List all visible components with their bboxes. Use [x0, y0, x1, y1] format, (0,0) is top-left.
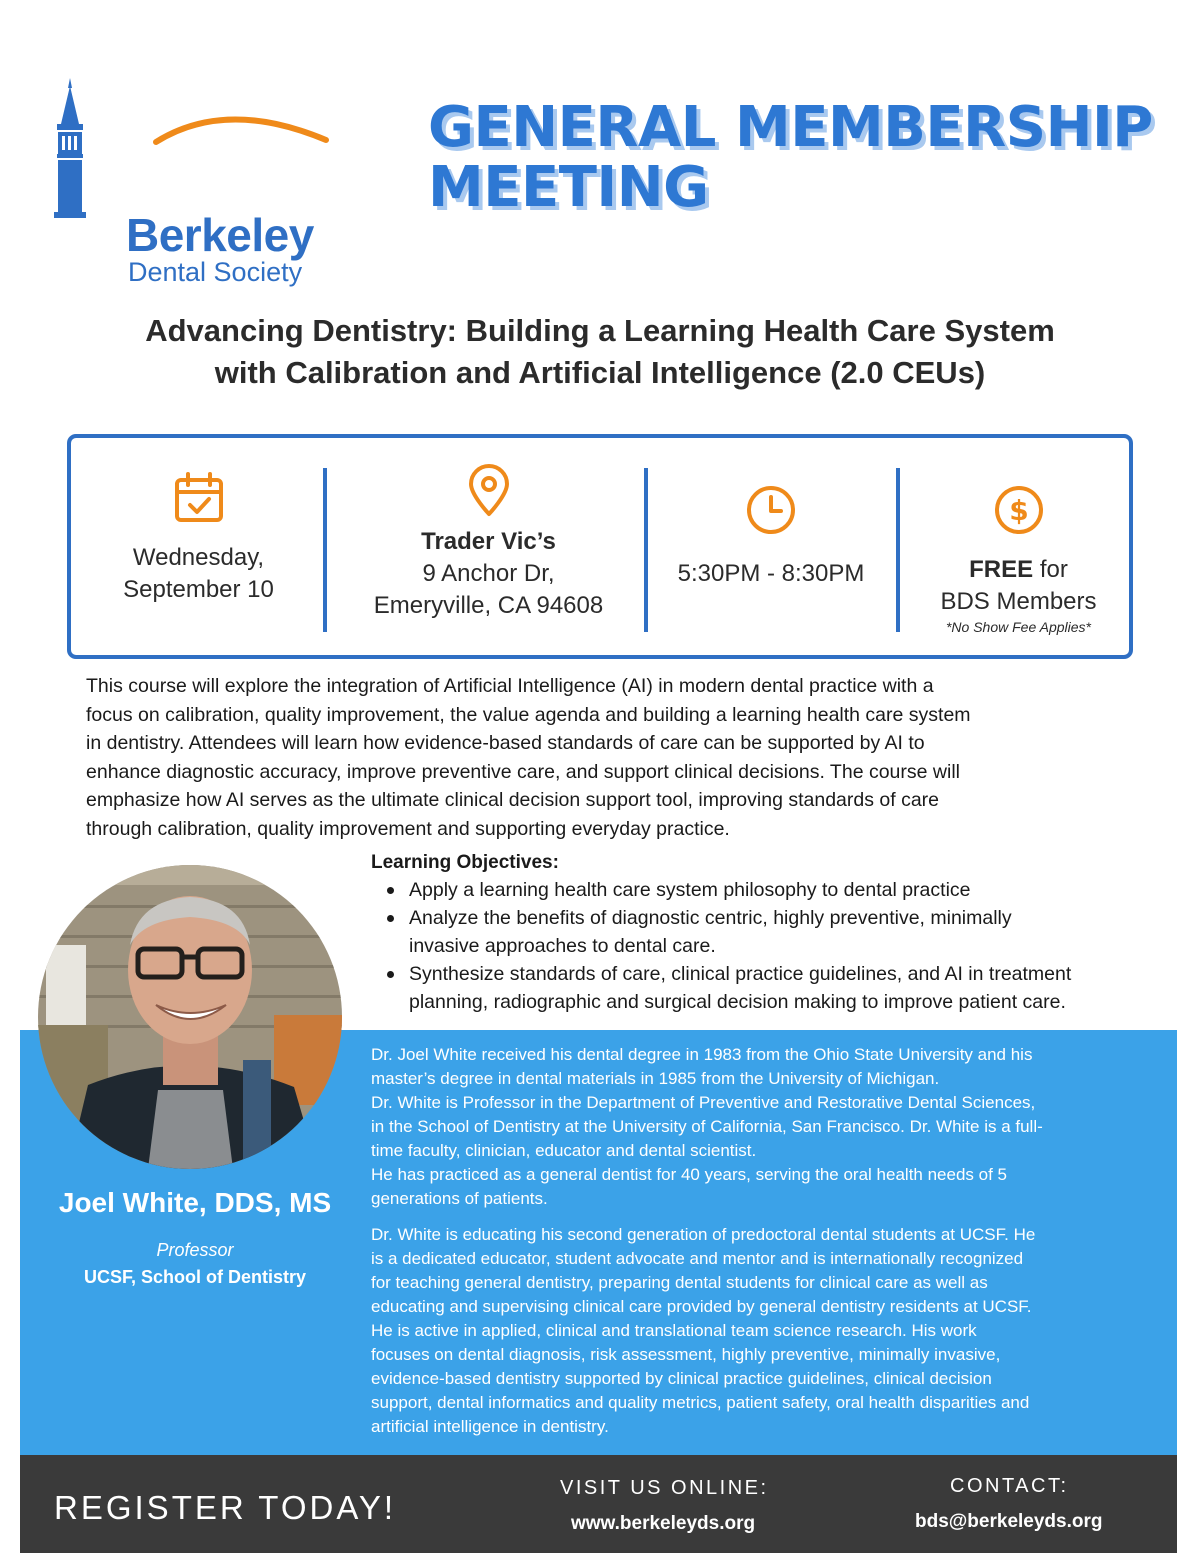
- bio-line: artificial intelligence in dentistry.: [371, 1417, 609, 1436]
- calendar-icon: [171, 470, 227, 526]
- bio-line: support, dental informatics and quality metrics, patient safety, oral health disparities and: [371, 1393, 1030, 1412]
- speaker-role: Professor: [156, 1240, 234, 1260]
- course-title-line-1: Advancing Dentistry: Building a Learning Health Care System: [145, 313, 1055, 348]
- bio-line: Dr. Joel White received his dental degree in 1983 from the Ohio State University and his: [371, 1045, 1033, 1064]
- website-link[interactable]: www.berkeleyds.org: [571, 1513, 756, 1534]
- bio-paragraph: [371, 1223, 1161, 1439]
- objective-text: Apply a learning health care system philosophy to dental practice: [409, 879, 971, 901]
- contact-email-link[interactable]: bds@berkeleyds.org: [915, 1511, 1103, 1532]
- bio-line: is a dedicated educator, student advocate and mentor and is internationally recognized: [371, 1249, 1024, 1268]
- objective-item: [409, 960, 1181, 1016]
- bio-line: Dr. White is educating his second generation of predoctoral dental students at UCSF. He: [371, 1225, 1036, 1244]
- event-price: [906, 438, 1131, 655]
- description-line: This course will explore the integration of Artificial Intelligence (AI) in modern dental practice with a: [86, 675, 934, 697]
- venue-name: Trader Vic’s: [421, 528, 556, 555]
- campanile-icon: [48, 78, 92, 218]
- headline: [428, 95, 1188, 220]
- clock-icon: [743, 482, 799, 538]
- bio-line: He has practiced as a general dentist for 40 years, serving the oral health needs of 5: [371, 1165, 1007, 1184]
- divider: [323, 468, 327, 632]
- date-line-1: Wednesday,: [132, 544, 265, 571]
- bio-line: master’s degree in dental materials in 1985 from the University of Michigan.: [371, 1069, 940, 1088]
- objective-item: [409, 904, 1181, 960]
- objective-text: Synthesize standards of care, clinical practice guidelines, and AI in treatment: [409, 963, 1072, 985]
- objectives-heading: Learning Objectives:: [371, 852, 559, 873]
- dollar-icon: [991, 482, 1047, 538]
- logo: [44, 78, 344, 287]
- description-line: through calibration, quality improvement and supporting everyday practice.: [86, 817, 730, 840]
- event-location: [341, 438, 636, 655]
- learning-objectives: [371, 850, 1181, 1016]
- bio-line: evidence-based dentistry supported by clinical practice guidelines, clinical decision: [371, 1369, 992, 1388]
- contact-label: CONTACT:: [950, 1475, 1069, 1497]
- address-line-2: Emeryville, CA 94608: [373, 592, 604, 619]
- price-note: *No Show Fee Applies*: [945, 619, 1091, 635]
- bio-paragraph: [371, 1043, 1161, 1211]
- map-pin-icon: [461, 462, 517, 518]
- speaker-organization: UCSF, School of Dentistry: [83, 1267, 307, 1287]
- course-description: [86, 672, 1126, 843]
- price-free: FREE: [969, 556, 1034, 583]
- course-title-line-2: with Calibration and Artificial Intelligence (2.0 CEUs): [214, 355, 986, 390]
- description-line: focus on calibration, quality improvement, the value agenda and building a learning health care system: [86, 703, 971, 726]
- time-range: 5:30PM - 8:30PM: [677, 560, 865, 587]
- svg-text:$: $: [1008, 494, 1029, 527]
- event-time: [656, 438, 886, 655]
- objective-text: Analyze the benefits of diagnostic centric, highly preventive, minimally: [409, 907, 1012, 929]
- objective-text: planning, radiographic and surgical decision making to improve patient care.: [409, 991, 1066, 1013]
- headline-line-1: GENERAL MEMBERSHIP: [428, 95, 1153, 160]
- price-line-1: [906, 554, 1131, 586]
- event-date: [91, 438, 306, 655]
- bio-line: for teaching general dentistry, preparing dental students for clinical care as well as: [371, 1273, 988, 1292]
- logo-name: Berkeley: [126, 209, 314, 261]
- description-line: in dentistry. Attendees will learn how evidence-based standards of care can be supported by AI to: [86, 732, 925, 754]
- visit-online-label: VISIT US ONLINE:: [560, 1477, 769, 1499]
- speaker-portrait: [38, 865, 342, 1169]
- address-line-1: 9 Anchor Dr,: [422, 560, 555, 587]
- bio-line: He is active in applied, clinical and translational team science research. His work: [371, 1321, 977, 1340]
- register-today-cta[interactable]: REGISTER TODAY!: [54, 1489, 397, 1526]
- bio-line: time faculty, clinician, educator and dental scientist.: [371, 1141, 757, 1160]
- bio-line: educating and supervising clinical care provided by general dentistry residents at UCSF.: [371, 1297, 1032, 1316]
- divider: [896, 468, 900, 632]
- date-line-2: September 10: [123, 576, 274, 603]
- objective-text: invasive approaches to dental care.: [409, 935, 716, 957]
- logo-subtitle: Dental Society: [128, 257, 303, 287]
- price-line-2: BDS Members: [940, 588, 1097, 615]
- footer: [20, 1455, 1177, 1553]
- objective-item: [409, 876, 1181, 904]
- headline-line-2: MEETING: [428, 155, 709, 220]
- bio-line: generations of patients.: [371, 1189, 548, 1208]
- event-info-box: [67, 434, 1133, 659]
- objectives-list: [371, 876, 1181, 1016]
- logo-arc: [126, 106, 336, 146]
- description-line: emphasize how AI serves as the ultimate clinical decision support tool, improving standards of care: [86, 789, 940, 811]
- speaker-name: Joel White, DDS, MS: [58, 1187, 332, 1218]
- bio-line: focuses on dental diagnosis, risk assessment, highly preventive, minimally invasive,: [371, 1345, 1001, 1364]
- description-line: enhance diagnostic accuracy, improve preventive care, and support clinical decisions. The course will: [86, 760, 960, 783]
- bio-line: Dr. White is Professor in the Department of Preventive and Restorative Dental Sciences,: [371, 1093, 1036, 1112]
- speaker-photo: [38, 865, 342, 1169]
- bio-line: in the School of Dentistry at the University of California, San Francisco. Dr. White is a full-: [371, 1117, 1043, 1136]
- speaker-bio: [371, 1043, 1161, 1439]
- divider: [644, 468, 648, 632]
- price-for: for: [1033, 556, 1068, 583]
- course-title: [40, 310, 1160, 394]
